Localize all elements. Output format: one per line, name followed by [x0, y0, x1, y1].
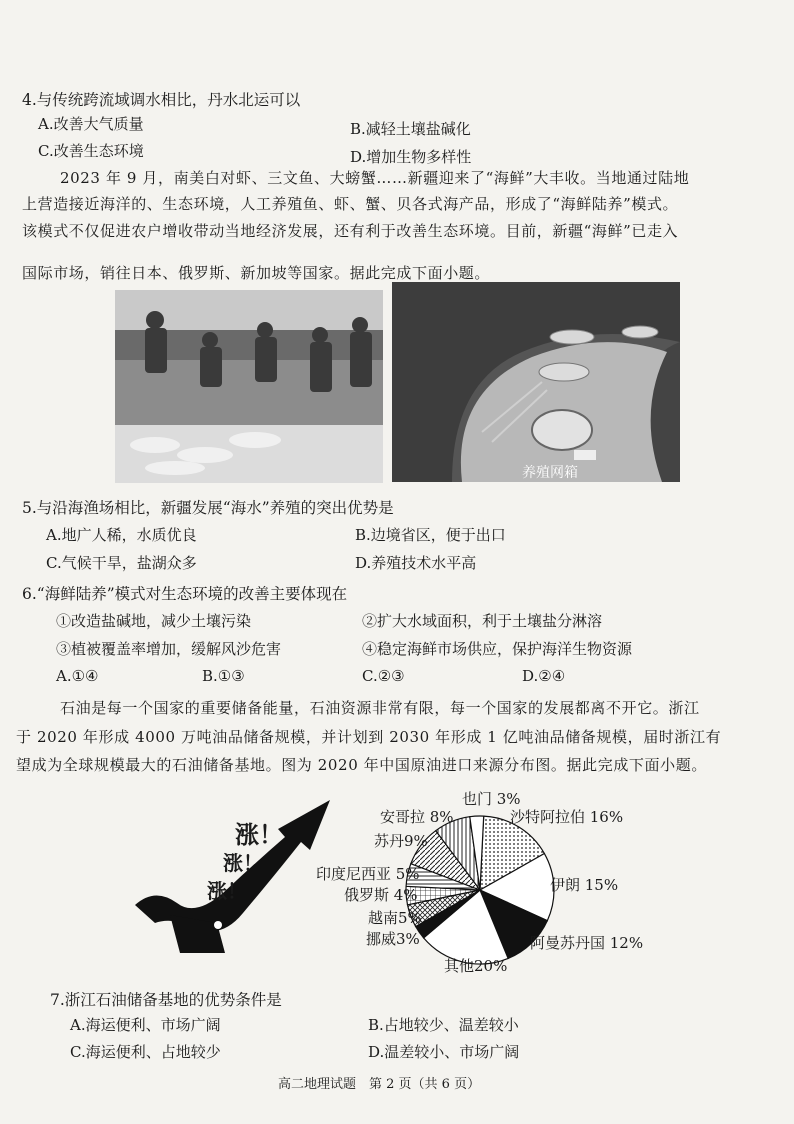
- pie-label-oman: 阿曼苏丹国 12%: [530, 934, 644, 952]
- harvest-photo: [115, 290, 383, 483]
- q6-item-3: ③植被覆盖率增加，缓解风沙危害: [56, 640, 282, 658]
- q7-option-d: D.温差较小、市场广阔: [368, 1043, 520, 1061]
- pie-label-vietnam: 越南5%: [368, 909, 422, 927]
- q6-option-d: D.②④: [522, 667, 566, 685]
- passage2-line-3: 望成为全球规模最大的石油储备基地。图为 2020 年中国原油进口来源分布图。据此完成下面小题。: [16, 756, 707, 774]
- passage1-line-1: 2023 年 9 月，南美白对虾、三文鱼、大螃蟹……新疆迎来了“海鲜”大丰收。当地通过陆地: [60, 169, 690, 187]
- pie-label-indonesia: 印度尼西亚 5%: [316, 865, 420, 883]
- q7-option-c: C.海运便利、占地较少: [70, 1043, 221, 1061]
- q5-option-b: B.边境省区，便于出口: [355, 526, 506, 544]
- q4-stem: 4.与传统跨流域调水相比，丹水北运可以: [22, 91, 301, 109]
- net-cage-photo: [392, 282, 680, 482]
- q5-option-d: D.养殖技术水平高: [355, 554, 477, 572]
- pie-label-sudan: 苏丹9%: [374, 832, 428, 850]
- cartoon-text-1: 涨！: [235, 821, 283, 849]
- q4-option-a: A.改善大气质量: [38, 115, 144, 133]
- passage1-line-2: 上营造接近海洋的、生态环境，人工养殖鱼、虾、蟹、贝各式海产品，形成了“海鲜陆养”模式。: [22, 195, 679, 213]
- q4-option-c: C.改善生态环境: [38, 142, 144, 160]
- q5-option-a: A.地广人稀，水质优良: [46, 526, 197, 544]
- pie-label-yemen: 也门 3%: [462, 790, 521, 808]
- pie-label-angola: 安哥拉 8%: [380, 808, 454, 826]
- q7-stem: 7.浙江石油储备基地的优势条件是: [50, 991, 282, 1009]
- q5-option-c: C.气候干旱，盐湖众多: [46, 554, 197, 572]
- passage2-line-2: 于 2020 年形成 4000 万吨油品储备规模，并计划到 2030 年形成 1 亿吨油品储备规模，届时浙江有: [16, 728, 722, 746]
- q6-stem: 6.“海鲜陆养”模式对生态环境的改善主要体现在: [22, 585, 348, 603]
- photo-caption: 养殖网箱: [522, 465, 578, 481]
- passage1-line-4: 国际市场，销往日本、俄罗斯、新加坡等国家。据此完成下面小题。: [22, 264, 491, 282]
- pie-label-russia: 俄罗斯 4%: [344, 886, 418, 904]
- q6-item-2: ②扩大水域面积，利于土壤盐分淋溶: [362, 612, 603, 630]
- rising-price-cartoon: [125, 795, 340, 965]
- q7-option-a: A.海运便利、市场广阔: [70, 1016, 221, 1034]
- q6-option-a: A.①④: [56, 667, 99, 685]
- cartoon-text-2: 涨！: [223, 851, 263, 875]
- pie-label-saudi: 沙特阿拉伯 16%: [510, 808, 624, 826]
- pie-label-norway: 挪威3%: [366, 930, 420, 948]
- q5-stem: 5.与沿海渔场相比，新疆发展“海水”养殖的突出优势是: [22, 499, 394, 517]
- q6-item-4: ④稳定海鲜市场供应，保护海洋生物资源: [362, 640, 633, 658]
- pie-label-iran: 伊朗 15%: [550, 876, 619, 894]
- q7-option-b: B.占地较少、温差较小: [368, 1016, 519, 1034]
- cartoon-text-3: 涨！: [207, 879, 247, 903]
- q4-option-b: B.减轻土壤盐碱化: [350, 120, 471, 138]
- q6-item-1: ①改造盐碱地，减少土壤污染: [56, 612, 252, 630]
- q6-option-c: C.②③: [362, 667, 405, 685]
- page-footer: 高二地理试题 第 2 页（共 6 页）: [278, 1077, 481, 1092]
- passage1-line-3: 该模式不仅促进农户增收带动当地经济发展，还有利于改善生态环境。目前，新疆“海鲜”已走入: [22, 222, 679, 240]
- q4-option-d: D.增加生物多样性: [350, 148, 472, 166]
- q6-option-b: B.①③: [202, 667, 245, 685]
- pie-label-other: 其他20%: [444, 957, 508, 975]
- passage2-line-1: 石油是每一个国家的重要储备能量，石油资源非常有限，每一个国家的发展都离不开它。浙江: [60, 699, 700, 717]
